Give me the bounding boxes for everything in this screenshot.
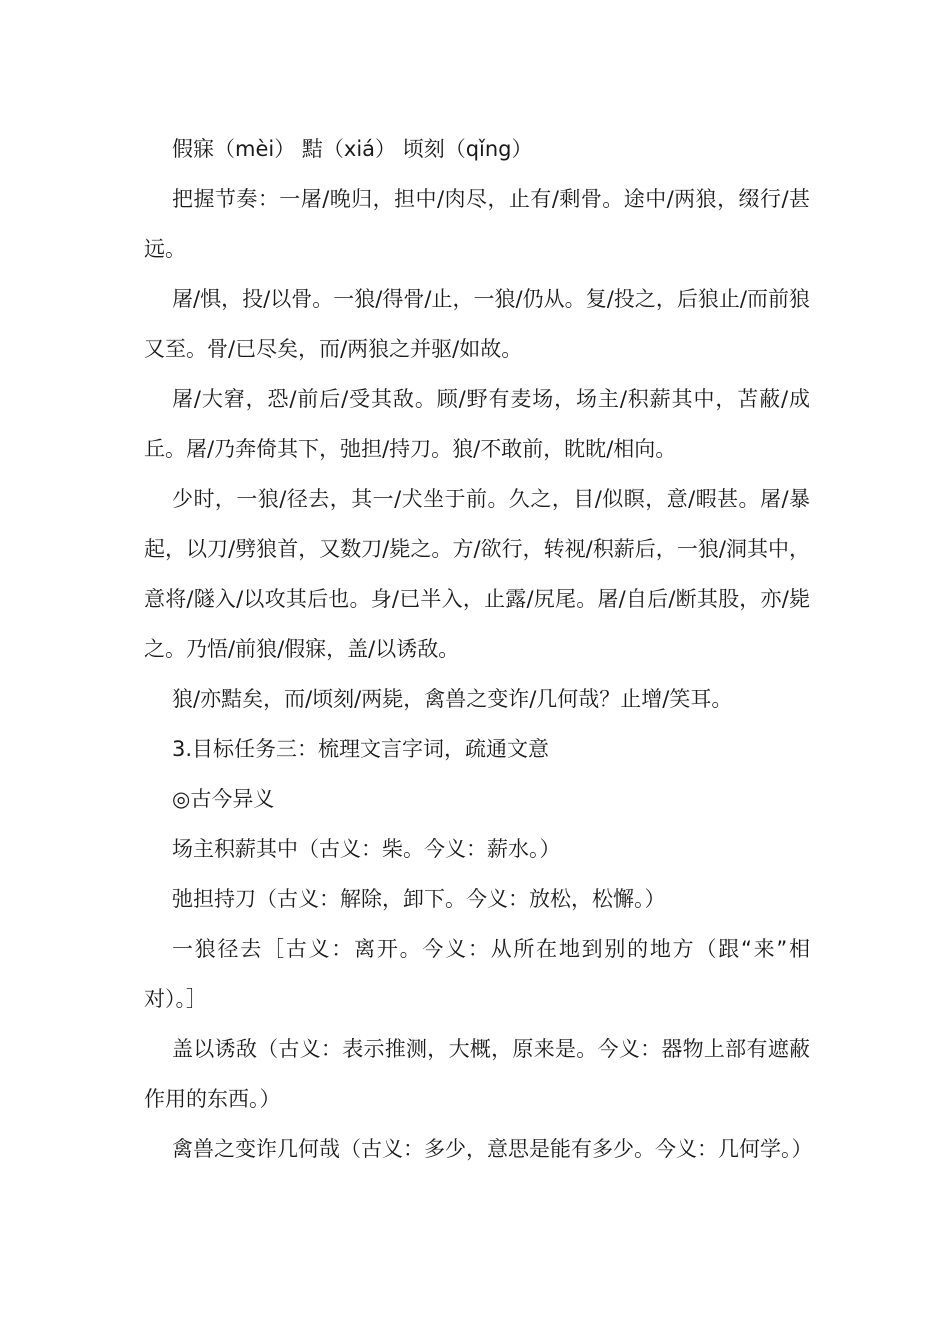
rhythm-paragraph-4: 少时，一狼/径去，其一/犬坐于前。久之，目/似瞑，意/暇甚。屠/暴起，以刀/劈狼首，又数刀/毙之。方/欲行，转视/积薪后，一狼/洞其中，意将/隧入/以攻其后也。身/已半入，止露/尻尾。屠/自后/断其股，亦/毙之。乃悟/前狼/假寐，盖/以诱敌。 [144,487,810,661]
word-note-2: 弛担持刀（古义：解除，卸下。今义：放松，松懈。） [172,887,666,911]
rhythm-paragraph-5: 狼/亦黠矣，而/顷刻/两毙，禽兽之变诈/几何哉？止增/笑耳。 [172,687,733,711]
word-note-5: 禽兽之变诈几何哉（古义：多少，意思是能有多少。今义：几何学。） [172,1137,813,1161]
word-note-3: 一狼径去［古义：离开。今义：从所在地到别的地方（跟“来”相对）。］ [144,937,810,1011]
word-note-1: 场主积薪其中（古义：柴。今义：薪水。） [172,837,561,861]
rhythm-paragraph-2: 屠/惧，投/以骨。一狼/得骨/止，一狼/仍从。复/投之，后狼止/而前狼又至。骨/已尽矣，而/两狼之并驱/如故。 [144,287,810,361]
pronunciation-line: 假寐（mèi） 黠（xiá） 顷刻（qǐng） [172,137,533,161]
rhythm-paragraph-3: 屠/大窘，恐/前后/受其敌。顾/野有麦场，场主/积薪其中，苫蔽/成丘。屠/乃奔倚其下，弛担/持刀。狼/不敢前，眈眈/相向。 [144,387,810,461]
section-heading-ancient-modern: ◎古今异义 [172,787,275,811]
word-note-4: 盖以诱敌（古义：表示推测，大概，原来是。今义：器物上部有遮蔽作用的东西。） [144,1037,810,1111]
rhythm-paragraph-1: 把握节奏：一屠/晚归，担中/肉尽，止有/剩骨。途中/两狼，缀行/甚远。 [144,187,810,261]
document-body [144,124,813,1174]
task-heading: 3.目标任务三：梳理文言字词，疏通文意 [172,737,550,761]
